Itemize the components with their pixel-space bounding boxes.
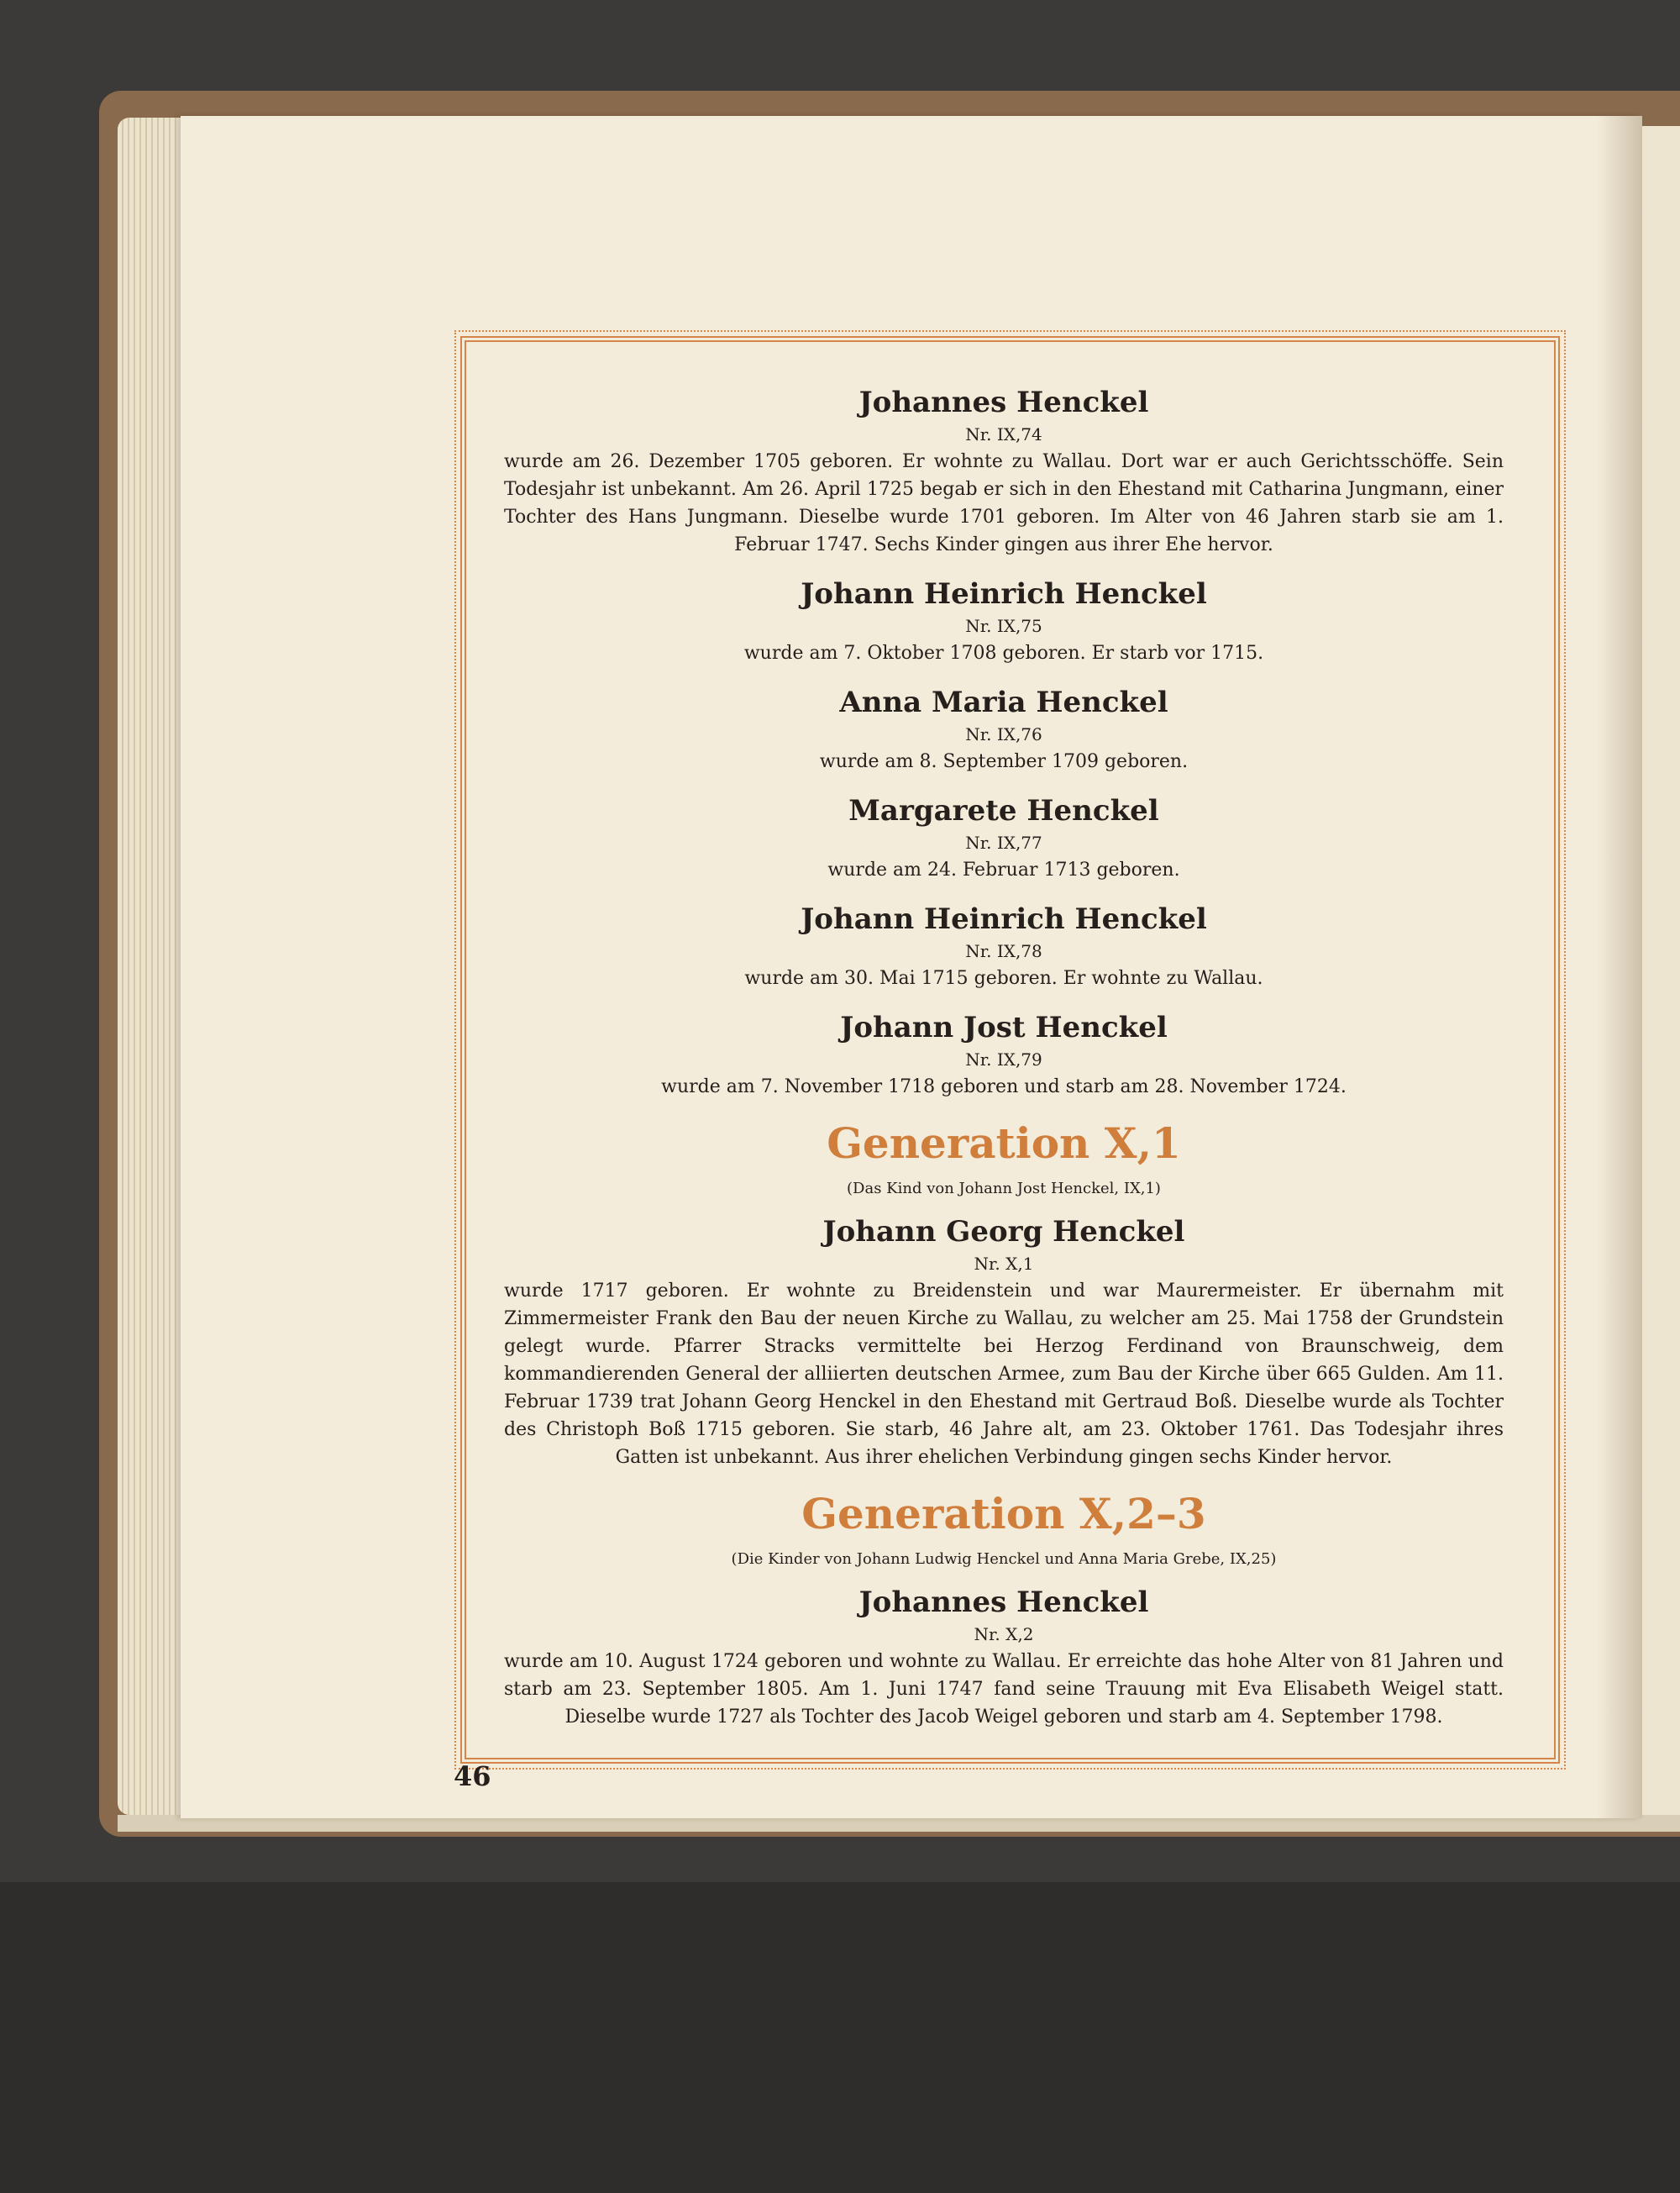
entry-text: wurde am 7. November 1718 geboren und starb am 28. November 1724.	[661, 1076, 1347, 1097]
entry-name: Margarete Henckel	[848, 794, 1159, 828]
entry-text: wurde 1717 geboren. Er wohnte zu Breidenstein und war Maurermeister. Er übernahm mit Zimmermeister Frank den Bau der neuen Kirche zu Wallau, zu welcher am 25. Mai 1758 der Grundstein gelegt wurde. Pfarrer Stracks vermittelte bei Herzog Ferdinand von Braunschweig, dem kommandierenden General der alliierten deutschen Armee, zum Bau der Kirche über 665 Gulden. Am 11. Februar 1739 trat Johann Georg Henckel in den Ehestand mit Gertraud Boß. Dieselbe wurde als Tochter des Christoph Boß 1715 geboren. Sie starb, 46 Jahre alt, am 23. Oktober 1761. Das Todesjahr ihres Gatten ist unbekannt. Aus ihrer ehelichen Verbindung gingen sechs Kinder hervor.	[504, 1281, 1504, 1468]
desk-background	[0, 1882, 1680, 2193]
entry-name: Johann Heinrich Henckel	[801, 902, 1207, 936]
entry-number: Nr. X,1	[974, 1254, 1034, 1274]
entry-number: Nr. IX,77	[965, 833, 1042, 853]
page-number: 46	[454, 1760, 491, 1792]
entry-number: Nr. IX,75	[965, 616, 1042, 636]
generation-subtitle: (Das Kind von Johann Jost Henckel, IX,1)	[847, 1180, 1161, 1197]
generation-x2-section	[504, 1486, 1504, 1731]
entry-text: wurde am 26. Dezember 1705 geboren. Er wohnte zu Wallau. Dort war er auch Gerichtsschöffe. Sein Todesjahr ist unbekannt. Am 26. April 1725 begab er sich in den Ehestand mit Catharina Jungmann, einer Tochter des Hans Jungmann. Dieselbe wurde 1701 geboren. Im Alter von 46 Jahren starb sie am 1. Februar 1747. Sechs Kinder gingen aus ihrer Ehe hervor.	[504, 451, 1504, 555]
entry-name: Johannes Henckel	[858, 386, 1149, 419]
entry-number: Nr. IX,78	[965, 941, 1042, 961]
spine-shadow	[1596, 116, 1642, 1818]
entry-johann-jost-ix79	[504, 1007, 1504, 1101]
entry-johann-heinrich-ix75	[504, 574, 1504, 667]
entry-johann-heinrich-ix78	[504, 899, 1504, 992]
entry-number: Nr. X,2	[974, 1624, 1034, 1644]
entry-name: Johannes Henckel	[858, 1586, 1149, 1619]
entry-name: Johann Jost Henckel	[840, 1011, 1168, 1044]
entry-text: wurde am 8. September 1709 geboren.	[819, 751, 1189, 772]
entry-number: Nr. IX,74	[965, 424, 1042, 444]
entry-number: Nr. IX,79	[965, 1049, 1042, 1070]
facing-page-edge	[1642, 126, 1680, 1815]
generation-subtitle: (Die Kinder von Johann Ludwig Henckel und Anna Maria Grebe, IX,25)	[731, 1550, 1277, 1568]
entry-margarete-ix77	[504, 791, 1504, 884]
entry-text: wurde am 30. Mai 1715 geboren. Er wohnte zu Wallau.	[744, 968, 1263, 989]
entry-text: wurde am 10. August 1724 geboren und wohnte zu Wallau. Er erreichte das hohe Alter von 81 Jahren und starb am 23. September 1805. Am 1. Juni 1747 fand seine Trauung mit Eva Elisabeth Weigel statt. Dieselbe wurde 1727 als Tochter des Jacob Weigel geboren und starb am 4. September 1798.	[504, 1651, 1504, 1728]
page-content	[504, 382, 1504, 1746]
entry-text: wurde am 7. Oktober 1708 geboren. Er starb vor 1715.	[743, 643, 1264, 664]
entry-name: Anna Maria Henckel	[839, 686, 1168, 719]
entry-name: Johann Georg Henckel	[822, 1215, 1185, 1249]
entry-text: wurde am 24. Februar 1713 geboren.	[827, 860, 1180, 881]
generation-heading: Generation X,1	[827, 1118, 1181, 1168]
entry-number: Nr. IX,76	[965, 724, 1042, 744]
generation-x1-section	[504, 1116, 1504, 1471]
generation-heading: Generation X,2–3	[801, 1489, 1206, 1538]
entry-johannes-ix74	[504, 382, 1504, 559]
entry-name: Johann Heinrich Henckel	[801, 577, 1207, 611]
entry-anna-maria-ix76	[504, 682, 1504, 776]
